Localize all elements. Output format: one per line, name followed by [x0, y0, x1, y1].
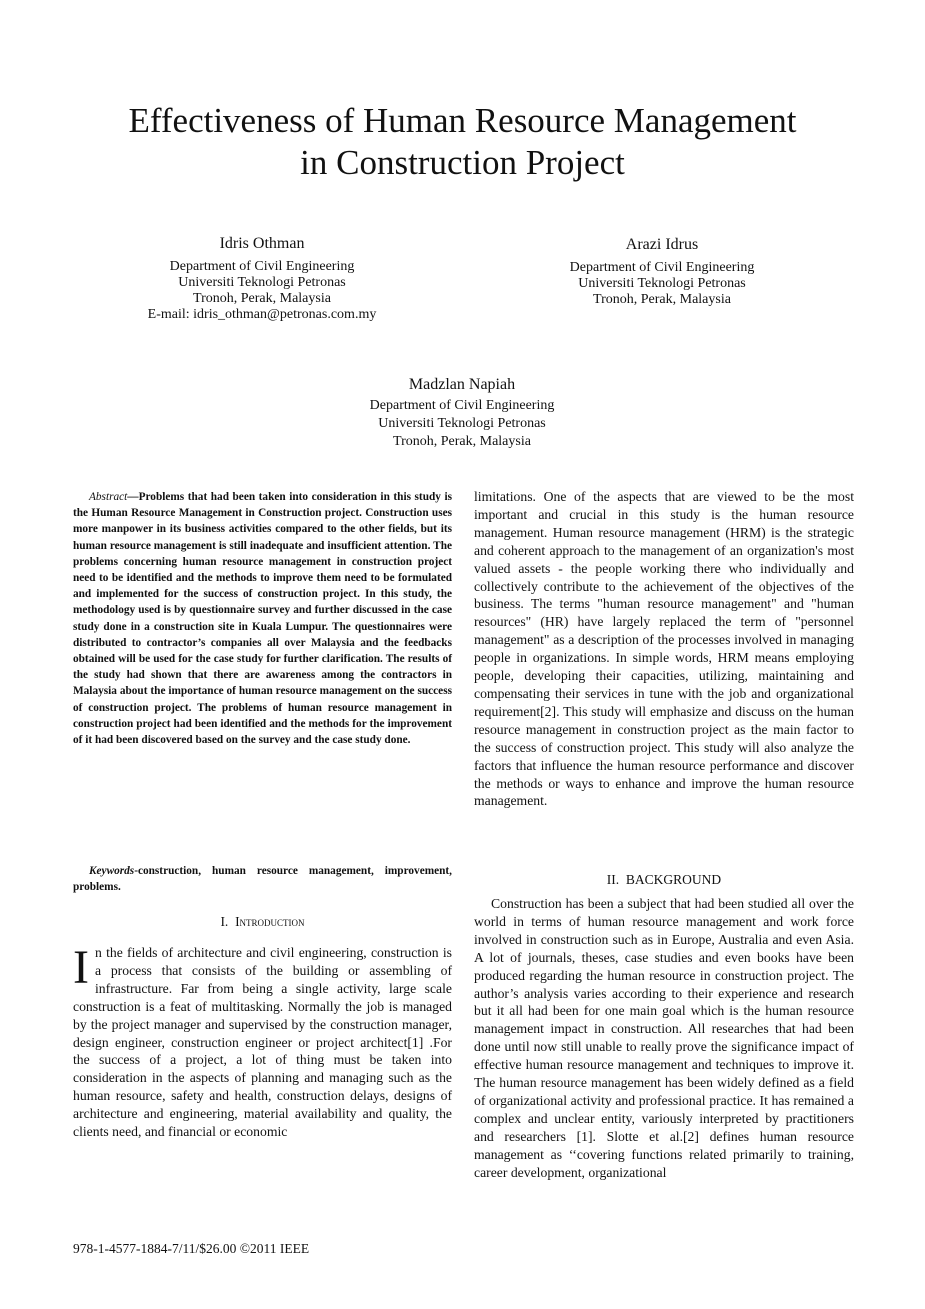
- section-heading-introduction: [73, 914, 452, 930]
- section-title: Introduction: [235, 914, 305, 929]
- author-university: Universiti Teknologi Petronas: [578, 276, 746, 291]
- author-location: Tronoh, Perak, Malaysia: [393, 434, 531, 449]
- author-university: Universiti Teknologi Petronas: [178, 275, 346, 290]
- title-line-2: in Construction Project: [300, 143, 625, 182]
- abstract: [73, 489, 452, 748]
- author-location: Tronoh, Perak, Malaysia: [593, 292, 731, 307]
- author-email[interactable]: E-mail: idris_othman@petronas.com.my: [147, 307, 377, 322]
- introduction-body: [73, 941, 452, 1141]
- author-name: Arazi Idrus: [625, 236, 699, 253]
- author-department: Department of Civil Engineering: [169, 259, 355, 274]
- introduction-continuation: limitations. One of the aspects that are viewed to be the most important and crucial in this study is the human resource management. Human resource management (HRM) is the strategic and coherent approach to the management of an organization's most valued assets - the people working there who individually and collectively contribute to the achievement of the objectives of the business. The terms "human resource management" and "human resources" (HR) have largely replaced the term of "personnel management" as a description of the processes involved in managing people in organizations. In simple words, HRM means employing people, developing their capacities, utilizing, maintaining and compensating their services in tune with the job and organizational requirement[2]. This study will emphasize and discuss on the human resource management in construction project as the main factor to the success of construction project. This study will also analyze the factors that influence the human resource performance and discover the methods or ways to enhance and improve the human resource management.: [474, 489, 854, 809]
- paper-title: [60, 100, 865, 184]
- drop-cap: I: [73, 941, 89, 994]
- author-university: Universiti Teknologi Petronas: [378, 416, 546, 431]
- author-location: Tronoh, Perak, Malaysia: [193, 291, 331, 306]
- title-line-1: Effectiveness of Human Resource Management: [128, 101, 797, 140]
- author-block-1: [112, 235, 412, 323]
- author-name: Madzlan Napiah: [408, 376, 516, 393]
- abstract-label: Abstract: [89, 491, 128, 503]
- section-number: I.: [220, 914, 229, 929]
- abstract-text: —Problems that had been taken into consideration in this study is the Human Resource Management in Construction project. Construction uses more manpower in its business activities compared to the other fields, but its human resource management is still inadequate and insufficient attention. The problems concerning human resource management in construction project need to be identified and the methods to improve them need to be formulated and implemented for the success of construction project. In this study, the methodology used is by questionnaire survey and further discussed in the case study done in a construction site in Kuala Lumpur. The questionnaires were distributed to contractor’s companies all over Malaysia and the feedbacks obtained will be used for the case study for further clarification. The results of the study had shown that there are awareness among the contractors in Malaysia about the importance of human resource management on the success of construction project. The problems of human resource management in construction project had been identified and the methods for the improvement of it had been discovered based on the survey and the case study done.: [73, 491, 452, 747]
- author-name: Idris Othman: [219, 235, 305, 252]
- keywords-label: Keywords: [89, 865, 135, 877]
- keywords: [73, 863, 452, 895]
- section-number: II.: [606, 872, 620, 887]
- author-block-3: [312, 376, 612, 451]
- introduction-text: n the fields of architecture and civil engineering, construction is a process that consists of the building or assembling of infrastructure. Far from being a single activity, large scale construction is a feat of multitasking. Normally the job is managed by the project manager and supervised by the construction manager, design engineer, construction engineer or project architect[1] .For the success of a project, a lot of thing must be taken into consideration in the aspects of planning and managing such as the human resource, safety and health, construction delays, designs of architecture and engineering, material availability and quality, the clients need, and financial or economic: [73, 945, 452, 1140]
- author-department: Department of Civil Engineering: [369, 398, 555, 413]
- author-department: Department of Civil Engineering: [569, 260, 755, 275]
- section-title: BACKGROUND: [625, 872, 722, 887]
- section-heading-background: [474, 872, 854, 888]
- author-block-2: [512, 236, 812, 308]
- keywords-text: -construction, human resource management, improvement, problems.: [73, 865, 452, 894]
- background-body: Construction has been a subject that had been studied all over the world in terms of human resource management and work force involved in construction such as in Europe, Australia and even Asia. A lot of journals, theses, case studies and even books have been produced regarding the human resource in construction project. The author’s analysis varies according to their experience and research but it all had been for one main goal which is the human resource management impact in construction. All researches that had been done until now still unable to really prove the significance impact of effective human resource management and techniques to improve it. The human resource management has been widely defined as a field of organizational activity and professional practice. It has remained a complex and unclear entity, variously interpreted by practitioners and researchers [1]. Slotte et al.[2] defines human resource management as ‘‘covering functions related primarily to training, career development, organizational: [474, 896, 854, 1180]
- copyright-footer: 978-1-4577-1884-7/11/$26.00 ©2011 IEEE: [73, 1241, 310, 1256]
